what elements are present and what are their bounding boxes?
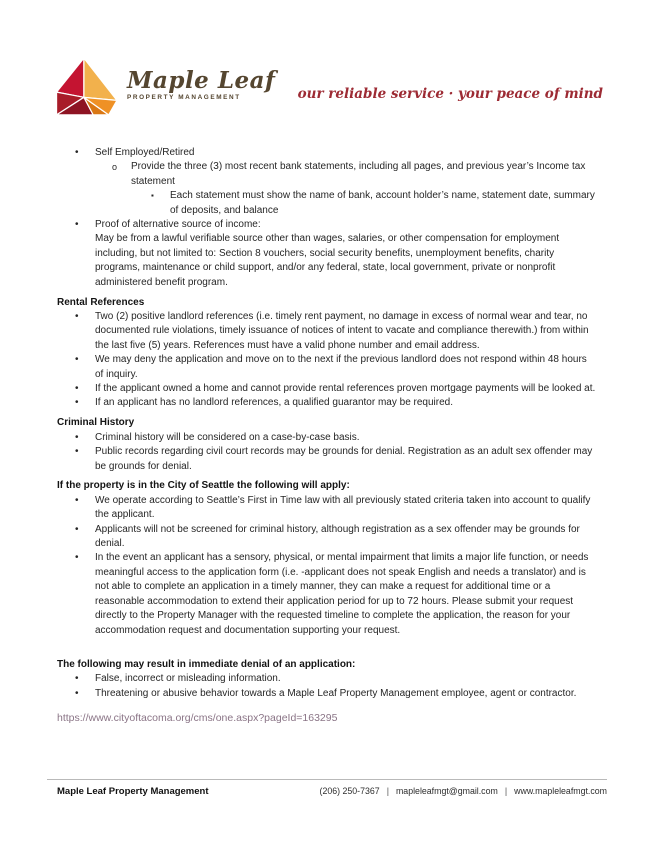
list-item: • Applicants will not be screened for criminal history, although registration as a sex offender may be grounds for denial. bbox=[57, 523, 597, 552]
company-tagline: our reliable service · your peace of mind bbox=[297, 86, 603, 102]
letterhead bbox=[55, 57, 605, 119]
list-item: • Criminal history will be considered on a case-by-case basis. bbox=[57, 431, 597, 445]
rental-references-list bbox=[57, 310, 597, 411]
list-item: • False, incorrect or misleading information. bbox=[57, 672, 597, 686]
list-item: • Self Employed/Retired bbox=[57, 146, 597, 160]
brand-text bbox=[127, 69, 275, 101]
footer-phone: (206) 250-7367 bbox=[319, 786, 380, 796]
alt-income-title: • Proof of alternative source of income: bbox=[95, 219, 261, 231]
income-requirements-list bbox=[57, 146, 597, 290]
alt-income-detail: May be from a lawful verifiable source other than wages, salaries, or other compensation for employment including, but not limited to: Section 8 vouchers, social security benefits, unemployment benefits, charity programs, maintenance or child support, and/or any federal, state, local government, private or nonprofit administered benefit program. bbox=[95, 233, 560, 288]
footer-email: mapleleafmgt@gmail.com bbox=[395, 786, 498, 796]
list-item: • If an applicant has no landlord references, a qualified guarantor may be required. bbox=[57, 396, 597, 410]
maple-leaf-house-icon bbox=[55, 57, 119, 117]
footer-company-name: Maple Leaf Property Management bbox=[57, 786, 209, 797]
list-item bbox=[57, 218, 597, 290]
footer-contact-info bbox=[320, 786, 607, 796]
criminal-history-list bbox=[57, 431, 597, 474]
tacoma-link[interactable]: https://www.cityoftacoma.org/cms/one.aspx?pageId=163295 bbox=[57, 712, 338, 725]
footer-divider-line bbox=[47, 779, 607, 780]
list-item: • We operate according to Seattle’s First in Time law with all previously stated criteria taken into account to qualify the applicant. bbox=[57, 494, 597, 523]
list-item: • In the event an applicant has a sensory, physical, or mental impairment that limits a major life function, or needs meaningful access to the application form (i.e. -applicant does not speak English and needs a translator) and is not able to complete an application in a timely manner, they can make a request for additional time or a reasonable accommodation to extend their application period for up to 72 hours. Please submit your request directly to the Property Manager with the requested timeline to complete the application, the reason for your accommodation request and documentation supporting your request. bbox=[57, 551, 597, 637]
section-heading-seattle: If the property is in the City of Seattle the following will apply: bbox=[57, 480, 350, 492]
section-heading-criminal-history: Criminal History bbox=[57, 417, 135, 429]
section-heading-rental-references: Rental References bbox=[57, 296, 145, 308]
footer-website: www.mapleleafmgt.com bbox=[514, 786, 607, 796]
list-item: ▪ Each statement must show the name of bank, account holder’s name, statement date, summary of deposits, and balance bbox=[57, 189, 597, 218]
document-body bbox=[57, 146, 597, 727]
brand-name: Maple Leaf bbox=[127, 67, 276, 94]
brand-subtitle: PROPERTY MANAGEMENT bbox=[127, 94, 241, 101]
list-item: • Public records regarding civil court records may be grounds for denial. Registration as an adult sex offender may be grounds for denial. bbox=[57, 445, 597, 474]
page-footer bbox=[47, 779, 607, 797]
section-heading-denial: The following may result in immediate denial of an application: bbox=[57, 658, 356, 670]
list-item: • Two (2) positive landlord references (i.e. timely rent payment, no damage in excess of normal wear and tear, no documented rule violations, timely issuance of notices of intent to vacate and compliance therewith.) from within the last five (5) years. References must have a valid phone number and email address. bbox=[57, 310, 597, 353]
list-item: • If the applicant owned a home and cannot provide rental references proven mortgage payments will be looked at. bbox=[57, 382, 597, 396]
footer-separator: | bbox=[386, 786, 389, 796]
denial-list bbox=[57, 672, 597, 701]
seattle-list bbox=[57, 494, 597, 638]
list-item: • Threatening or abusive behavior towards a Maple Leaf Property Management employee, agent or contractor. bbox=[57, 687, 597, 701]
list-item: • We may deny the application and move on to the next if the previous landlord does not respond within 48 hours of inquiry. bbox=[57, 353, 597, 382]
list-item: o Provide the three (3) most recent bank statements, including all pages, and previous year’s Income tax statement bbox=[57, 160, 597, 189]
footer-separator: | bbox=[504, 786, 508, 796]
